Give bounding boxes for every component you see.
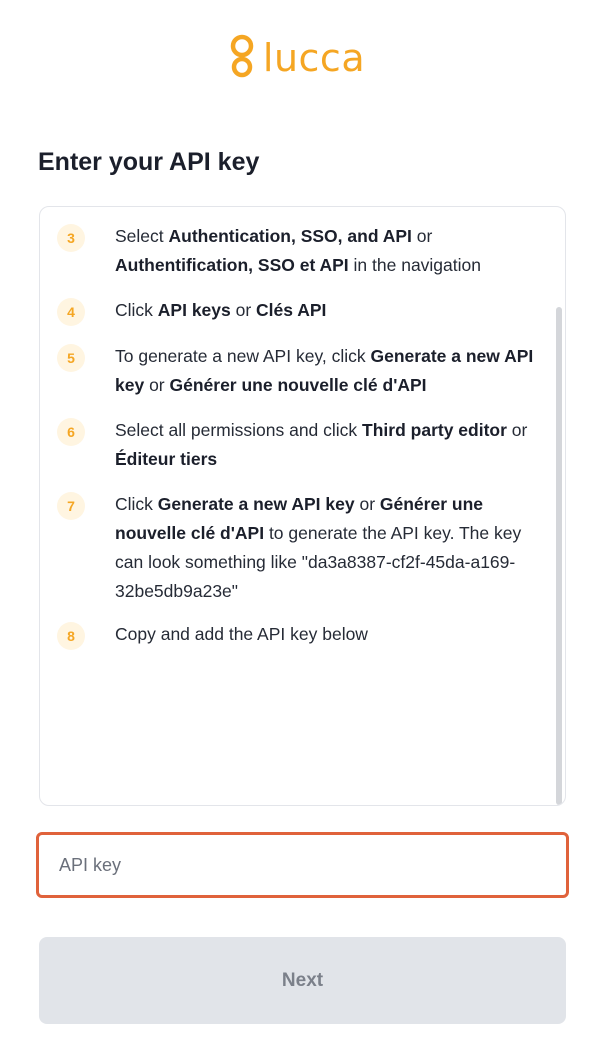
step-text-run: Click <box>115 300 158 320</box>
step-text-run: Click <box>115 494 158 514</box>
instructions-list <box>40 207 547 805</box>
step-text <box>115 296 326 325</box>
step-text-emphasis: Generate a new API key <box>157 494 355 514</box>
step-text-emphasis: Générer une nouvelle clé d'API <box>115 494 483 543</box>
step-text-run: to generate the API key. The key can look something like "da3a8387-cf2f-45da-a169-32be5db9a23e" <box>115 523 522 601</box>
lucca-logo <box>0 34 594 80</box>
api-key-input[interactable] <box>36 832 569 898</box>
instruction-step <box>40 342 547 400</box>
step-text-emphasis: Authentication, SSO, and API <box>168 226 412 246</box>
step-text-emphasis: Générer une nouvelle clé d'API <box>169 375 427 395</box>
step-text <box>115 416 541 474</box>
instruction-step <box>40 222 547 280</box>
next-button[interactable]: Next <box>39 937 566 1024</box>
instruction-step <box>40 296 547 326</box>
step-text-run: in the navigation <box>348 255 481 275</box>
step-text-emphasis: Third party editor <box>362 420 507 440</box>
step-text <box>115 490 541 606</box>
instructions-panel[interactable] <box>39 206 566 806</box>
instruction-step <box>40 620 547 650</box>
step-text-emphasis: Authentification, SSO et API <box>115 255 349 275</box>
step-number-badge: 4 <box>57 298 85 326</box>
step-text-emphasis: Generate a new API key <box>115 346 534 395</box>
step-text <box>115 222 541 280</box>
step-number-badge: 8 <box>57 622 85 650</box>
lucca-logo-icon <box>229 34 255 80</box>
step-text-emphasis: API keys <box>157 300 231 320</box>
step-text-run: Select all permissions and click <box>115 420 363 440</box>
instruction-step <box>40 416 547 474</box>
step-text <box>115 342 541 400</box>
step-text-run: or <box>230 300 257 320</box>
step-number-badge: 3 <box>57 224 85 252</box>
step-text-emphasis: Éditeur tiers <box>115 449 218 469</box>
instruction-step <box>40 490 547 606</box>
step-text-emphasis: Clés API <box>256 300 327 320</box>
step-number-badge: 5 <box>57 344 85 372</box>
step-text-run: or <box>144 375 170 395</box>
step-number-badge: 7 <box>57 492 85 520</box>
step-text-run: To generate a new API key, click <box>115 346 371 366</box>
step-text <box>115 620 368 649</box>
scrollbar[interactable] <box>556 307 562 805</box>
step-text-run: or <box>354 494 380 514</box>
step-text-run: Select <box>115 226 169 246</box>
step-number-badge: 6 <box>57 418 85 446</box>
step-text-run: Copy and add the API key below <box>115 624 368 644</box>
step-text-run: or <box>411 226 433 246</box>
page-title: Enter your API key <box>38 148 260 176</box>
step-text-run: or <box>506 420 528 440</box>
lucca-logo-text: lucca <box>262 36 366 80</box>
